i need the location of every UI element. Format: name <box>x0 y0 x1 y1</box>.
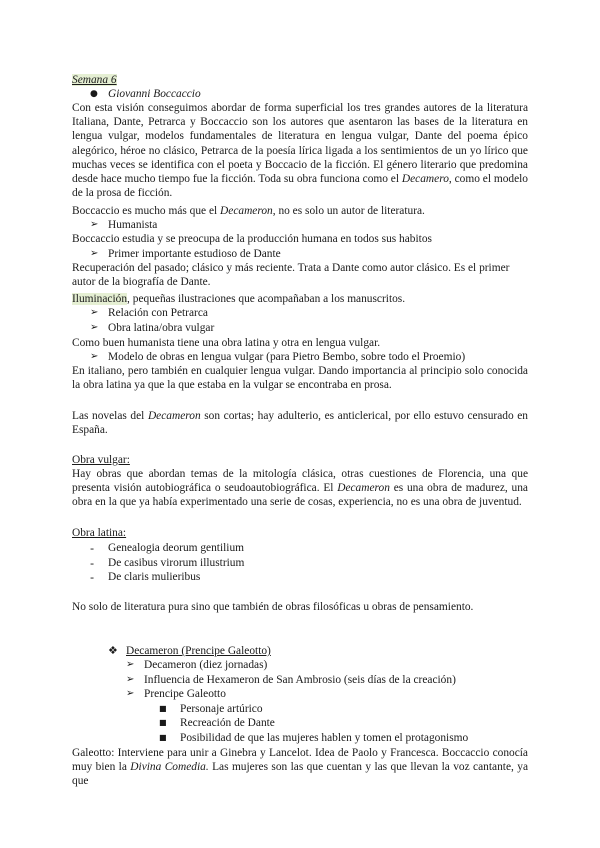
bullet-icon: ● <box>90 89 98 99</box>
boccaccio-more-line: Boccaccio es mucho más que el Decameron, no es solo un autor de literatura. <box>72 205 425 217</box>
latin-heading: Obra latina: <box>72 527 127 539</box>
week-heading: Semana 6 <box>72 74 117 86</box>
square-bullet-icon: ■ <box>159 733 167 742</box>
arrow-bullet-icon: ➢ <box>90 351 99 362</box>
decameron-subitem: ➢ Prencipe Galeotto <box>126 688 226 700</box>
decameron-subitem: ➢ Decameron (diez jornadas) <box>126 659 268 671</box>
square-bullet-icon: ■ <box>159 718 167 727</box>
recovery-paragraph: Recuperación del pasado; clásico y más reciente. Trata a Dante como autor clásico. Es el primer autor de la biografía de Dante. <box>72 262 510 289</box>
galeotto-paragraph: Galeotto: Interviene para unir a Ginebra y Lancelot. Idea de Paolo y Francesca. Boccaccio conocía muy bien la Divina Comedia. Las mujeres son las que cuentan y las que llevan la voz cantante, ya que <box>72 747 528 788</box>
vulgar-heading: Obra vulgar: <box>72 454 130 466</box>
arrow-bullet-icon: ➢ <box>126 688 135 699</box>
dash-bullet-icon: - <box>90 556 95 570</box>
galeotto-point: ■ Posibilidad de que las mujeres hablen y tomen el protagonismo <box>159 732 469 744</box>
arrow-bullet-icon: ➢ <box>90 307 99 318</box>
model-vulgar-item: ➢ Modelo de obras en lengua vulgar (para Pietro Bembo, sobre todo el Proemio) <box>90 351 466 363</box>
intro-paragraph: Con esta visión conseguimos abordar de forma superficial los tres grandes autores de la literatura Italiana, Dante, Petrarca y Boccaccio son los autores que asentaron las bases de la literatura en lengua vulgar, modelos fundamentales de literatura en lengua vulgar, Dante del poema épico alegórico, héroe no clásico, Petrarca de la poesía lírica ligada a los sentimientos de un yo lírico que muchas veces se identifica con el poeta y Boccacio de la ficción. El género literario que predomina desde hace mucho tiempo fue la ficción. Toda su obra funciona como el Decamero, como el modelo de la prosa de ficción. <box>72 102 528 200</box>
arrow-bullet-icon: ➢ <box>126 659 135 670</box>
dash-bullet-icon: - <box>90 570 95 584</box>
latin-list-item: - Genealogia deorum gentilium <box>90 541 245 555</box>
galeotto-point: ■ Recreación de Dante <box>159 717 275 729</box>
dash-bullet-icon: - <box>90 541 95 555</box>
arrow-bullet-icon: ➢ <box>90 322 99 333</box>
arrow-bullet-icon: ➢ <box>126 674 135 685</box>
first-scholar-item: ➢ Primer importante estudioso de Dante <box>90 248 281 260</box>
galeotto-point: ■ Personaje artúrico <box>159 703 263 715</box>
latin-list-item: - De casibus virorum illustrium <box>90 556 245 570</box>
decameron-subitem: ➢ Influencia de Hexameron de San Ambrosio (seis días de la creación) <box>126 674 456 686</box>
latin-list-item: - De claris mulieribus <box>90 570 201 584</box>
vulgar-paragraph: Hay obras que abordan temas de la mitología clásica, otras cuestiones de Florencia, una que presenta visión autobiográfica o seudoautobiográfica. El Decameron es una obra de madurez, una obra en la que ya había experimentado una serie de cosas, experiencia, no es una obra de juventud. <box>72 468 528 509</box>
arrow-bullet-icon: ➢ <box>90 248 99 259</box>
illumination-line: Iluminación, pequeñas ilustraciones que acompañaban a los manuscritos. <box>72 293 406 305</box>
humanist-item: ➢ Humanista <box>90 219 158 231</box>
studies-line: Boccaccio estudia y se preocupa de la producción humana en todos sus habitos <box>72 233 432 245</box>
italian-paragraph: En italiano, pero también en cualquier lengua vulgar. Dando importancia al principio solo conocida la obra latina ya que la que estaba en la vulgar se encontraba en prosa. <box>72 365 528 392</box>
arrow-bullet-icon: ➢ <box>90 219 99 230</box>
square-bullet-icon: ■ <box>159 704 167 713</box>
good-humanist-line: Como buen humanista tiene una obra latina y otra en lengua vulgar. <box>72 337 381 349</box>
author-heading-row: ● Giovanni Boccaccio <box>90 88 201 100</box>
diamond-bullet-icon: ❖ <box>108 644 118 657</box>
decameron-heading: ❖ Decameron (Prencipe Galeotto) <box>108 644 271 657</box>
philosophical-line: No solo de literatura pura sino que también de obras filosóficas u obras de pensamiento. <box>72 601 474 613</box>
latin-vulgar-item: ➢ Obra latina/obra vulgar <box>90 322 215 334</box>
novels-paragraph: Las novelas del Decameron son cortas; hay adulterio, es anticlerical, por ello estuvo censurado en España. <box>72 410 528 437</box>
petrarca-relation-item: ➢ Relación con Petrarca <box>90 307 208 319</box>
